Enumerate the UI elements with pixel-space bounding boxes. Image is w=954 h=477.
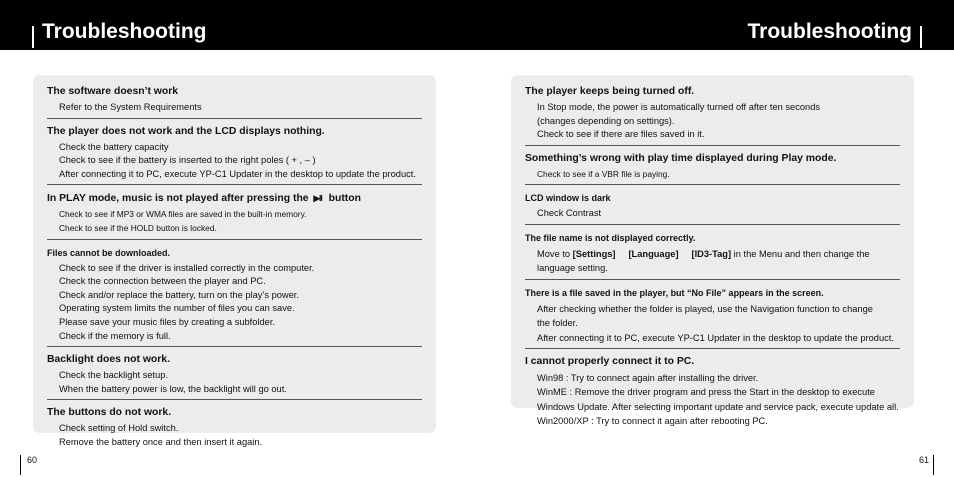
section-play-time	[525, 152, 900, 186]
section-line: Win2000/XP : Try to connect it again after rebooting PC.	[537, 416, 768, 427]
section-line: After checking whether the folder is played, use the Navigation function to change	[537, 303, 873, 314]
section-backlight	[47, 353, 422, 400]
section-title: The file name is not displayed correctly.	[525, 232, 696, 243]
page-number-right: 61	[918, 455, 929, 465]
section-line: After connecting it to PC, execute YP-C1 Updater in the desktop to update the product.	[59, 168, 416, 179]
section-line: Check Contrast	[537, 208, 602, 219]
section-line: (changes depending on settings).	[537, 115, 675, 126]
section-download	[47, 246, 422, 348]
section-line	[525, 247, 900, 261]
section-line: Check if the memory is full.	[59, 330, 171, 341]
line-text: in the Menu and then change the	[731, 248, 870, 259]
section-line: Check to see if MP3 or WMA files are saved in the built-in memory.	[59, 209, 307, 220]
section-line: WinME : Remove the driver program and press the Start in the desktop to execute	[537, 387, 875, 398]
section-connect-pc	[525, 355, 900, 432]
section-title: The player keeps being turned off.	[525, 86, 695, 97]
right-troubleshooting-panel	[511, 75, 914, 427]
id3-tag-menu-label: [ID3-Tag]	[691, 248, 732, 259]
section-line: Please save your music files by creating a subfolder.	[59, 316, 276, 327]
section-line: After connecting it to PC, execute YP-C1 Updater in the desktop to update the product.	[537, 332, 894, 343]
settings-menu-label: [Settings]	[572, 248, 616, 259]
section-line: Win98 : Try to connect again after installing the driver.	[537, 373, 759, 383]
section-title: I cannot properly connect it to PC.	[525, 356, 695, 367]
section-lcd-dark	[525, 191, 900, 225]
footer-tick-right	[933, 455, 934, 475]
section-title: Files cannot be downloaded.	[47, 247, 171, 258]
section-line: In Stop mode, the power is automatically turned off after ten seconds	[537, 102, 821, 112]
section-title: The buttons do not work.	[47, 407, 172, 419]
section-line: Check to see if the HOLD button is locked.	[59, 222, 217, 233]
section-line: Check to see if a VBR file is paying.	[537, 168, 670, 179]
section-line: language setting.	[537, 263, 608, 274]
section-line: Check to see if the driver is installed correctly in the computer.	[59, 262, 315, 273]
section-software	[47, 85, 422, 119]
section-turned-off	[525, 85, 900, 146]
section-line: When the battery power is low, the backlight will go out.	[59, 383, 287, 394]
header-divider-left	[32, 26, 34, 48]
section-title: There is a file saved in the player, but “No File” appears in the screen.	[525, 287, 824, 298]
section-line: Windows Update. After selecting important update and service pack, execute update all.	[537, 401, 899, 412]
section-line: Operating system limits the number of files you can save.	[59, 303, 295, 314]
section-title: LCD window is dark	[525, 193, 611, 204]
section-title: Backlight does not work.	[47, 354, 170, 366]
section-no-file	[525, 286, 900, 349]
language-menu-label: [Language]	[628, 248, 679, 259]
section-line: Check to see if there are files saved in it.	[537, 129, 705, 140]
section-lcd-nothing	[47, 125, 422, 186]
play-pause-icon: ▶II	[313, 193, 322, 204]
page-header	[0, 0, 954, 50]
section-line: Check the connection between the player and PC.	[59, 276, 266, 287]
section-play-mode	[47, 191, 422, 239]
section-buttons	[47, 406, 422, 452]
left-troubleshooting-panel	[33, 75, 436, 447]
line-text: Move to	[537, 248, 573, 259]
section-line: Check to see if the battery is inserted to the right poles ( + , – )	[59, 155, 316, 166]
section-line: Check the backlight setup.	[59, 370, 169, 381]
section-line: Remove the battery once and then insert it again.	[59, 436, 263, 447]
page-number-left: 60	[27, 455, 38, 465]
section-line: the folder.	[537, 318, 578, 329]
section-title: The software doesn’t work	[47, 86, 179, 97]
footer-tick-left	[20, 455, 21, 475]
section-title-text: button	[328, 193, 361, 205]
section-line: Check and/or replace the battery, turn on the play’s power.	[59, 289, 299, 300]
section-line: Refer to the System Requirements	[59, 102, 202, 112]
section-line: Check setting of Hold switch.	[59, 423, 179, 434]
section-title	[47, 191, 422, 206]
section-file-name	[525, 231, 900, 280]
section-title: The player does not work and the LCD displays nothing.	[47, 125, 325, 137]
section-line: Check the battery capacity	[59, 141, 169, 152]
section-title-text: In PLAY mode, music is not played after pressing the	[47, 193, 309, 205]
header-divider-right	[920, 26, 922, 48]
page-title-right: Troubleshooting	[747, 20, 912, 43]
section-title: Something’s wrong with play time displayed during Play mode.	[525, 152, 837, 164]
page-title-left: Troubleshooting	[42, 20, 207, 43]
